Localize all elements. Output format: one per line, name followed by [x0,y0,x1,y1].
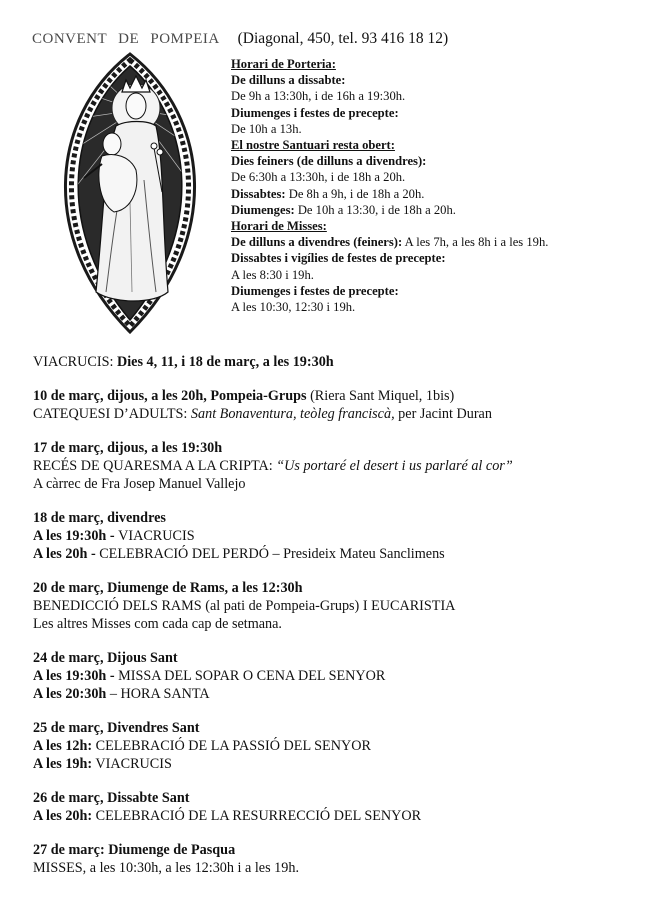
santuari-saturdays-label: Dissabtes: [231,186,286,201]
event-date: 26 de març, Dissabte Sant [33,790,190,806]
event-time: A les 20h: [33,808,93,824]
misses-sundays-label: Diumenges i festes de precepte: [231,283,399,298]
porteria-sundays-label: Diumenges i festes de precepte: [231,105,399,120]
event-title: CATEQUESI D’ADULTS: [33,406,191,422]
porteria-weekdays-hours: De 9h a 13:30h, i de 16h a 19:30h. [231,89,406,104]
event-topic: Sant Bonaventura, teòleg franciscà, [190,406,395,422]
event-date: 10 de març, dijous, a les 20h, Pompeia-Grups [33,388,307,404]
event-24-marc [33,649,633,703]
porteria-weekdays-label: De dilluns a dissabte: [231,73,346,88]
event-activity: CELEBRACIÓ DE LA RESURRECCIÓ DEL SENYOR [92,808,422,824]
event-speaker: per Jacint Duran [394,406,492,422]
santuari-heading: El nostre Santuari resta obert: [231,138,395,153]
porteria-sundays-hours: De 10h a 13h. [231,121,302,136]
event-activity: VIACRUCIS [92,756,172,772]
event-speaker: A càrrec de Fra Josep Manuel Vallejo [33,476,246,492]
porteria-heading: Horari de Porteria: [231,57,336,71]
event-time: A les 19h: [33,756,93,772]
document-header [32,30,448,48]
viacrucis-dates: Dies 4, 11, i 18 de març, a les 19:30h [116,354,334,370]
event-activity: MISSA DEL SOPAR O CENA DEL SENYOR [118,668,386,684]
santuari-weekdays-label: Dies feiners (de dilluns a divendres): [231,154,427,169]
event-time: A les 20h - [33,546,100,562]
event-10-marc [33,387,633,423]
event-18-marc [33,509,633,563]
misses-saturdays-hours: A les 8:30 i 19h. [231,267,314,282]
event-time: A les 12h: [33,738,93,754]
misses-weekdays-label: De dilluns a divendres (feiners): [231,235,403,250]
event-time: A les 19:30h - [33,528,119,544]
event-date: 17 de març, dijous, a les 19:30h [33,440,223,456]
santuari-saturdays-hours: De 8h a 9h, i de 18h a 20h. [285,186,425,201]
madonna-and-child-mandorla-icon [44,52,216,334]
misses-heading: Horari de Misses: [231,219,327,234]
convent-name: CONVENT DE POMPEIA [32,31,220,47]
event-viacrucis [33,353,633,371]
misses-weekdays-hours: A les 7h, a les 8h i a les 19h. [402,235,549,250]
events-list [33,353,633,893]
santuari-sundays-hours: De 10h a 13:30, i de 18h a 20h. [294,202,456,217]
event-date: 24 de març, Dijous Sant [33,650,178,666]
misses-sundays-hours: A les 10:30, 12:30 i 19h. [231,300,356,315]
event-note: Les altres Misses com cada cap de setmana. [33,616,282,632]
event-quote: “Us portaré el desert i us parlaré al cor” [276,458,513,474]
emblem-drawing [44,52,216,334]
event-27-marc [33,841,633,877]
misses-saturdays-label: Dissabtes i vigílies de festes de precepte: [231,251,446,266]
event-17-marc [33,439,633,493]
event-activity: MISSES, a les 10:30h, a les 12:30h i a les 19h. [33,860,300,876]
event-date: 25 de març, Divendres Sant [33,720,200,736]
event-activity: BENEDICCIÓ DELS RAMS (al pati de Pompeia-Grups) I EUCARISTIA [33,598,456,614]
santuari-sundays-label: Diumenges: [231,202,295,217]
event-place: (Riera Sant Miquel, 1bis) [306,388,455,404]
event-date: 20 de març, Diumenge de Rams, a les 12:30h [33,580,303,596]
event-activity: – HORA SANTA [106,686,210,702]
event-date: 27 de març: Diumenge de Pasqua [33,842,236,858]
event-activity: CELEBRACIÓ DE LA PASSIÓ DEL SENYOR [92,738,371,754]
event-time: A les 19:30h - [33,668,119,684]
event-activity: CELEBRACIÓ DEL PERDÓ – Presideix Mateu Sanclimens [99,546,445,562]
event-time: A les 20:30h [33,686,107,702]
event-activity: VIACRUCIS [118,528,195,544]
event-date: 18 de març, divendres [33,510,166,526]
viacrucis-label: VIACRUCIS: [33,354,117,370]
santuari-weekdays-hours: De 6:30h a 13:30h, i de 18h a 20h. [231,170,406,185]
opening-hours [231,56,631,315]
event-26-marc [33,789,633,825]
event-20-marc [33,579,633,633]
event-title: RECÉS DE QUARESMA A LA CRIPTA: [33,458,277,474]
event-25-marc [33,719,633,773]
convent-address: (Diagonal, 450, tel. 93 416 18 12) [237,30,449,47]
